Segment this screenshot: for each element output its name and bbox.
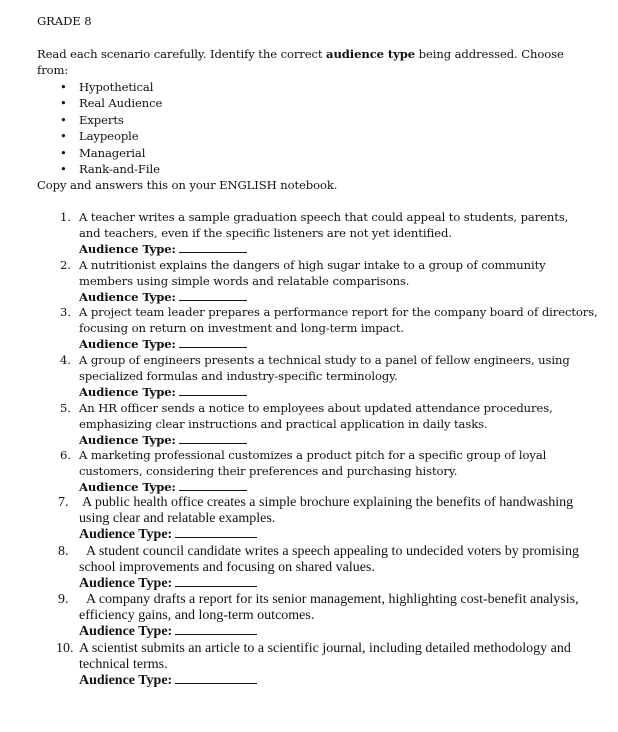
answer-blank (175, 585, 257, 587)
answer-blank (179, 346, 247, 348)
question-number: 8. (58, 544, 69, 559)
worksheet-page: GRADE 8 Read each scenario carefully. Identify the correct audience type being addressed. Choose from: • Hypothetical • Real Audience • Experts • Laypeople • Managerial • Rank-and-File Copy and answers this on your ENGLISH notebook. 1. A teacher writes a sample graduation speech that could appeal to students, parents, and teachers, even if the specific listeners are not yet identified. Audience Type: 2. A nutritionist explains the dangers of high sugar intake to a group of community members using simple words and relatable comparisons. Audience Type: 3. A project team leader prepares a performance report for the company board of directors, focusing on return on investment and long-term impact. Audience Type: 4. A group of engineers presents a technical study to a panel of fellow engineers, using specialized formulas and industry-specific terminology. Audience Type: 5. An HR officer sends a notice to employees about updated attendance procedures, emphasizing clear instructions and practical application in daily tasks. Audience Type: 6. A marketing professional customizes a product pitch for a specific group of loyal customers, considering their preferences and purchasing history. Audience Type: 7. A public health office creates a simple brochure explaining the benefits of handwashing using clear and relatable examples. Audience Type: 8. A student council candidate writes a speech appealing to undecided voters by promising school improvements and focusing on shared values. Audience Type: 9. A company drafts a report for its senior management, highlighting cost-benefit analysis, efficiency gains, and long-term outcomes. Audience Type: 10. A scientist submits an article to a scientific journal, including detailed methodology and technical terms. Audience Type: (37, 14, 598, 688)
answer-blank (175, 536, 257, 538)
answer-line: Audience Type: (79, 527, 257, 543)
question-number: 2. (60, 258, 71, 272)
question-number: 6. (60, 448, 71, 462)
bullet-icon: • (60, 162, 67, 176)
copy-instruction: Copy and answers this on your ENGLISH notebook. (37, 178, 338, 192)
question-number: 1. (60, 210, 71, 224)
instructions-emphasis: audience type (326, 47, 416, 61)
bullet-icon: • (60, 129, 67, 143)
answer-line: Audience Type: (79, 673, 257, 689)
question-text: An HR officer sends a notice to employees about updated attendance procedures, (79, 401, 553, 415)
bullet-icon: • (60, 113, 67, 127)
question-text: efficiency gains, and long-term outcomes. (79, 608, 315, 623)
question-number: 9. (58, 592, 69, 607)
question-text: A student council candidate writes a speech appealing to undecided voters by promising (86, 544, 579, 559)
question-text: customers, considering their preferences and purchasing history. (79, 464, 458, 478)
question-text: A group of engineers presents a technical study to a panel of fellow engineers, using (79, 353, 570, 367)
instructions-line-2: from: (37, 63, 69, 77)
answer-line: Audience Type: (79, 337, 247, 351)
question-text: and teachers, even if the specific listeners are not yet identified. (79, 226, 452, 240)
question-text: school improvements and focusing on shared values. (79, 560, 375, 575)
question-number: 4. (60, 353, 71, 367)
answer-blank (179, 394, 247, 396)
instructions-line-1 (37, 47, 564, 61)
answer-line: Audience Type: (79, 242, 247, 256)
answer-blank (179, 299, 247, 301)
question-text: A project team leader prepares a performance report for the company board of directors, (79, 305, 598, 319)
answer-line: Audience Type: (79, 576, 257, 592)
question-text: A nutritionist explains the dangers of high sugar intake to a group of community (79, 258, 546, 272)
answer-blank (179, 251, 247, 253)
question-number: 7. (58, 495, 69, 510)
bullet-icon: • (60, 146, 67, 160)
question-text: A public health office creates a simple brochure explaining the benefits of handwashing (82, 495, 574, 510)
answer-blank (175, 633, 257, 635)
question-text: emphasizing clear instructions and practical application in daily tasks. (79, 417, 488, 431)
answer-blank (179, 442, 247, 444)
instructions-text-end: being addressed. Choose (415, 47, 564, 61)
question-text: using clear and relatable examples. (79, 511, 276, 526)
question-number: 3. (60, 305, 71, 319)
answer-blank (179, 489, 247, 491)
answer-line: Audience Type: (79, 480, 247, 494)
answer-line: Audience Type: (79, 624, 257, 640)
question-number: 10. (56, 641, 74, 656)
question-text: A scientist submits an article to a scientific journal, including detailed methodology and (79, 641, 571, 656)
question-text: members using simple words and relatable comparisons. (79, 274, 410, 288)
question-text: A teacher writes a sample graduation speech that could appeal to students, parents, (79, 210, 569, 224)
bullet-icon: • (60, 80, 67, 94)
instructions-text: Read each scenario carefully. Identify the correct (37, 47, 327, 61)
question-number: 5. (60, 401, 71, 415)
answer-line: Audience Type: (79, 385, 247, 399)
question-text: A marketing professional customizes a product pitch for a specific group of loyal (79, 448, 547, 462)
question-text: focusing on return on investment and long-term impact. (79, 321, 405, 335)
question-text: specialized formulas and industry-specific terminology. (79, 369, 398, 383)
question-text: technical terms. (79, 657, 168, 672)
grade-heading: GRADE 8 (37, 14, 92, 28)
answer-blank (175, 682, 257, 684)
answer-line: Audience Type: (79, 433, 247, 447)
answer-line: Audience Type: (79, 290, 247, 304)
question-text: A company drafts a report for its senior management, highlighting cost-benefit analysis, (86, 592, 579, 607)
bullet-icon: • (60, 96, 67, 110)
